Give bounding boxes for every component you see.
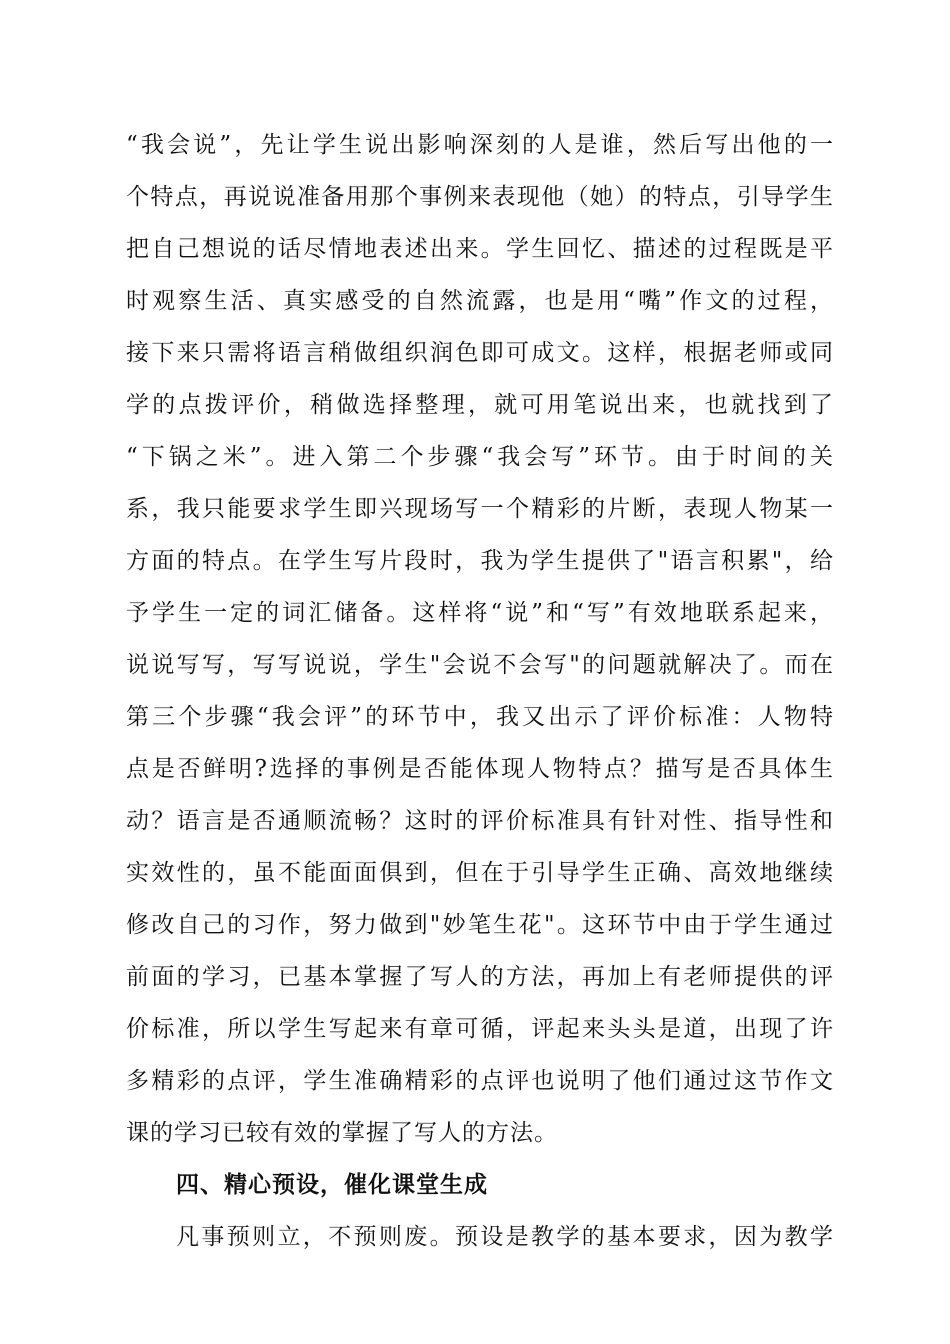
paragraph-line: 动？语言是否通顺流畅？这时的评价标准具有针对性、指导性和: [126, 808, 834, 834]
paragraph-line: 系，我只能要求学生即兴现场写一个精彩的片断，表现人物某一: [126, 496, 834, 522]
paragraph-line: 修改自己的习作，努力做到"妙笔生花"。这环节中由于学生通过: [126, 912, 834, 938]
paragraph-line: 价标准，所以学生写起来有章可循，评起来头头是道，出现了许: [126, 1016, 834, 1042]
paragraph-line: 点是否鲜明?选择的事例是否能体现人物特点？描写是否具体生: [126, 756, 834, 782]
paragraph-line: 实效性的，虽不能面面俱到，但在于引导学生正确、高效地继续: [126, 860, 834, 886]
paragraph-line: 予学生一定的词汇储备。这样将“说”和“写”有效地联系起来，: [126, 600, 834, 626]
paragraph-line: 个特点，再说说准备用那个事例来表现他（她）的特点，引导学生: [126, 184, 834, 210]
paragraph-line: 方面的特点。在学生写片段时，我为学生提供了"语言积累"，给: [126, 548, 834, 574]
section-heading: 四、精心预设，催化课堂生成: [176, 1172, 488, 1198]
paragraph-line: 把自己想说的话尽情地表述出来。学生回忆、描述的过程既是平: [126, 236, 834, 262]
paragraph-line: 前面的学习，已基本掌握了写人的方法，再加上有老师提供的评: [126, 964, 834, 990]
paragraph-line: 时观察生活、真实感受的自然流露，也是用“嘴”作文的过程，: [126, 288, 834, 314]
paragraph-line: 接下来只需将语言稍做组织润色即可成文。这样，根据老师或同: [126, 340, 834, 366]
paragraph-line: 课的学习已较有效的掌握了写人的方法。: [126, 1120, 558, 1146]
paragraph-line: “我会说”，先让学生说出影响深刻的人是谁，然后写出他的一: [126, 132, 834, 158]
paragraph-line: 说说写写，写写说说，学生"会说不会写"的问题就解决了。而在: [126, 652, 834, 678]
paragraph-line: 多精彩的点评，学生准确精彩的点评也说明了他们通过这节作文: [126, 1068, 834, 1094]
paragraph-line: 第三个步骤“我会评”的环节中，我又出示了评价标准：人物特: [126, 704, 834, 730]
paragraph-line: 凡事预则立，不预则废。预设是教学的基本要求，因为教学: [176, 1224, 834, 1250]
paragraph-line: “下锅之米”。进入第二个步骤“我会写”环节。由于时间的关: [126, 444, 834, 470]
paragraph-line: 学的点拨评价，稍做选择整理，就可用笔说出来，也就找到了: [126, 392, 834, 418]
